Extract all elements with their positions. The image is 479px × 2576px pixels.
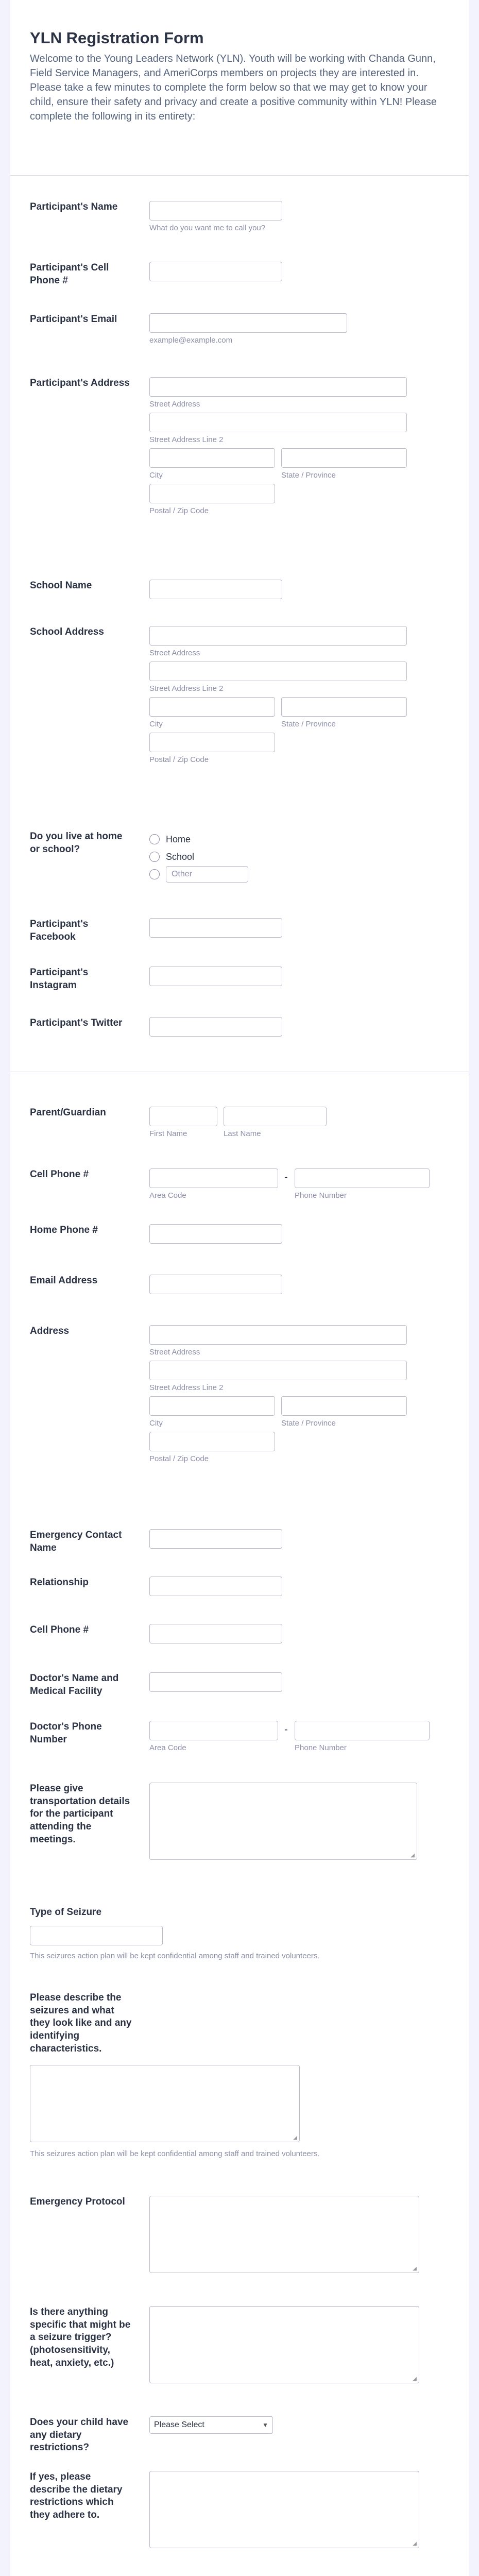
postal-input[interactable] [149,484,275,503]
trigger-textarea[interactable] [149,2306,419,2383]
guardian-street2-sublabel: Street Address Line 2 [149,1383,224,1392]
participant-address-label: Participant's Address [30,378,130,388]
emergency-name-input[interactable] [149,1529,282,1549]
radio-button[interactable] [149,869,160,879]
guardian-state-input[interactable] [281,1396,407,1416]
emergency-cell-input[interactable] [149,1624,282,1643]
school-address-label: School Address [30,626,104,637]
participant-email-label: Participant's Email [30,314,117,325]
guardian-postal-sublabel: Postal / Zip Code [149,1454,209,1463]
school-name-label: School Name [30,580,92,591]
street-address-sublabel: Street Address [149,400,200,409]
select-value: Please Select [154,2420,204,2429]
phone-dash: - [284,1724,288,1735]
area-code-sublabel: Area Code [149,1743,186,1752]
school-state-sublabel: State / Province [281,720,336,728]
school-street-sublabel: Street Address [149,649,200,657]
diet-label: Does your child have any dietary restrictions? [30,2417,129,2453]
guardian-street2-input[interactable] [149,1361,407,1380]
school-name-input[interactable] [149,580,282,599]
city-input[interactable] [149,448,275,468]
seizure-describe-label: Please describe the seizures and what they look like and any identifying characteristics. [30,1992,132,2054]
twitter-input[interactable] [149,1017,282,1037]
diet-select[interactable] [149,2416,273,2434]
guardian-street-sublabel: Street Address [149,1348,200,1357]
resize-grip-icon[interactable]: ◢ [413,2376,417,2382]
phone-dash: - [284,1172,288,1183]
guardian-postal-input[interactable] [149,1432,275,1451]
guardian-city-input[interactable] [149,1396,275,1416]
doctor-phone-label: Doctor's Phone Number [30,1721,102,1745]
form-header [10,0,469,124]
transport-textarea[interactable] [149,1783,417,1860]
guardian-email-input[interactable] [149,1275,282,1294]
participant-name-input[interactable] [149,201,282,221]
guardian-cell-label: Cell Phone # [30,1169,89,1180]
participant-name-label: Participant's Name [30,201,118,212]
seizure-describe-textarea[interactable] [30,2065,300,2142]
street-address-line2-input[interactable] [149,413,407,432]
relationship-label: Relationship [30,1577,89,1588]
confidential-note: This seizures action plan will be kept confidential among staff and trained volunteers. [30,1952,320,1960]
diet-describe-label: If yes, please describe the dietary restrictions which they adhere to. [30,2471,123,2521]
guardian-city-sublabel: City [149,1419,163,1428]
school-postal-input[interactable] [149,733,275,752]
option-label: School [166,851,195,862]
option-label: Home [166,834,191,844]
participant-cell-input[interactable] [149,262,282,281]
guardian-phone-input[interactable] [295,1168,430,1188]
school-state-input[interactable] [281,697,407,717]
protocol-textarea[interactable] [149,2196,419,2273]
first-name-sublabel: First Name [149,1129,187,1138]
street-address-input[interactable] [149,377,407,397]
state-input[interactable] [281,448,407,468]
state-sublabel: State / Province [281,471,336,480]
guardian-last-input[interactable] [224,1107,327,1126]
area-code-sublabel: Area Code [149,1191,186,1200]
doctor-phone-input[interactable] [295,1721,430,1740]
street-address-line2-sublabel: Street Address Line 2 [149,435,224,444]
facebook-label: Participant's Facebook [30,919,89,942]
doctor-label: Doctor's Name and Medical Facility [30,1673,119,1697]
school-city-sublabel: City [149,720,163,728]
seizure-type-label: Type of Seizure [30,1907,102,1918]
doctor-area-code-input[interactable] [149,1721,278,1740]
instagram-label: Participant's Instagram [30,967,89,991]
twitter-label: Participant's Twitter [30,1018,123,1028]
trigger-label: Is there anything specific that might be a seizure trigger? (photosensitivity, heat, anxiety, etc.) [30,2307,131,2368]
participant-email-input[interactable] [149,313,347,333]
relationship-input[interactable] [149,1577,282,1596]
school-city-input[interactable] [149,697,275,717]
postal-sublabel: Postal / Zip Code [149,506,209,515]
divider [10,175,469,176]
live-other-input[interactable]: Other [166,866,248,883]
last-name-sublabel: Last Name [224,1129,261,1138]
live-label: Do you live at home or school? [30,831,123,855]
live-option-home[interactable] [149,831,248,848]
resize-grip-icon[interactable]: ◢ [293,2135,297,2141]
phone-number-sublabel: Phone Number [295,1191,347,1200]
participant-name-sublabel: What do you want me to call you? [149,224,266,232]
guardian-address-label: Address [30,1326,70,1336]
phone-number-sublabel: Phone Number [295,1743,347,1752]
form-title: YLN Registration Form [30,29,204,47]
school-street2-input[interactable] [149,662,407,681]
resize-grip-icon[interactable]: ◢ [410,1853,415,1858]
chevron-down-icon: ▼ [262,2421,268,2429]
live-option-school[interactable] [149,848,248,866]
form-card [10,0,469,2576]
home-phone-label: Home Phone # [30,1225,98,1235]
guardian-first-input[interactable] [149,1107,217,1126]
participant-email-sublabel: example@example.com [149,336,233,345]
diet-describe-textarea[interactable] [149,2471,419,2548]
seizure-type-input[interactable] [30,1926,163,1945]
home-phone-input[interactable] [149,1224,282,1244]
school-postal-sublabel: Postal / Zip Code [149,755,209,764]
doctor-input[interactable] [149,1672,282,1692]
guardian-state-sublabel: State / Province [281,1419,336,1428]
confidential-note: This seizures action plan will be kept confidential among staff and trained volunteers. [30,2149,320,2158]
resize-grip-icon[interactable]: ◢ [413,2541,417,2547]
city-sublabel: City [149,471,163,480]
resize-grip-icon[interactable]: ◢ [413,2266,417,2272]
protocol-label: Emergency Protocol [30,2196,125,2207]
live-option-other[interactable] [149,866,248,883]
form-description: Welcome to the Young Leaders Network (YLN). Youth will be working with Chanda Gunn, Field Service Managers, and AmeriCorps members on projects they are interested in. Please take a few minutes to complete the form below so that we may get to know your child, ensure their safety and privacy and create a positive community within YLN! Please complete the following in its entirety: [30,53,437,122]
emergency-name-label: Emergency Contact Name [30,1530,122,1553]
radio-button[interactable] [149,834,160,844]
facebook-input[interactable] [149,918,282,938]
participant-cell-label: Participant's Cell Phone # [30,262,109,286]
school-street2-sublabel: Street Address Line 2 [149,684,224,693]
radio-button[interactable] [149,852,160,862]
instagram-input[interactable] [149,967,282,986]
emergency-cell-label: Cell Phone # [30,1624,89,1635]
guardian-street-input[interactable] [149,1325,407,1345]
guardian-label: Parent/Guardian [30,1107,106,1118]
school-street-input[interactable] [149,626,407,646]
transport-label: Please give transportation details for the participant attending the meetings. [30,1783,130,1845]
guardian-email-label: Email Address [30,1275,98,1286]
guardian-area-code-input[interactable] [149,1168,278,1188]
